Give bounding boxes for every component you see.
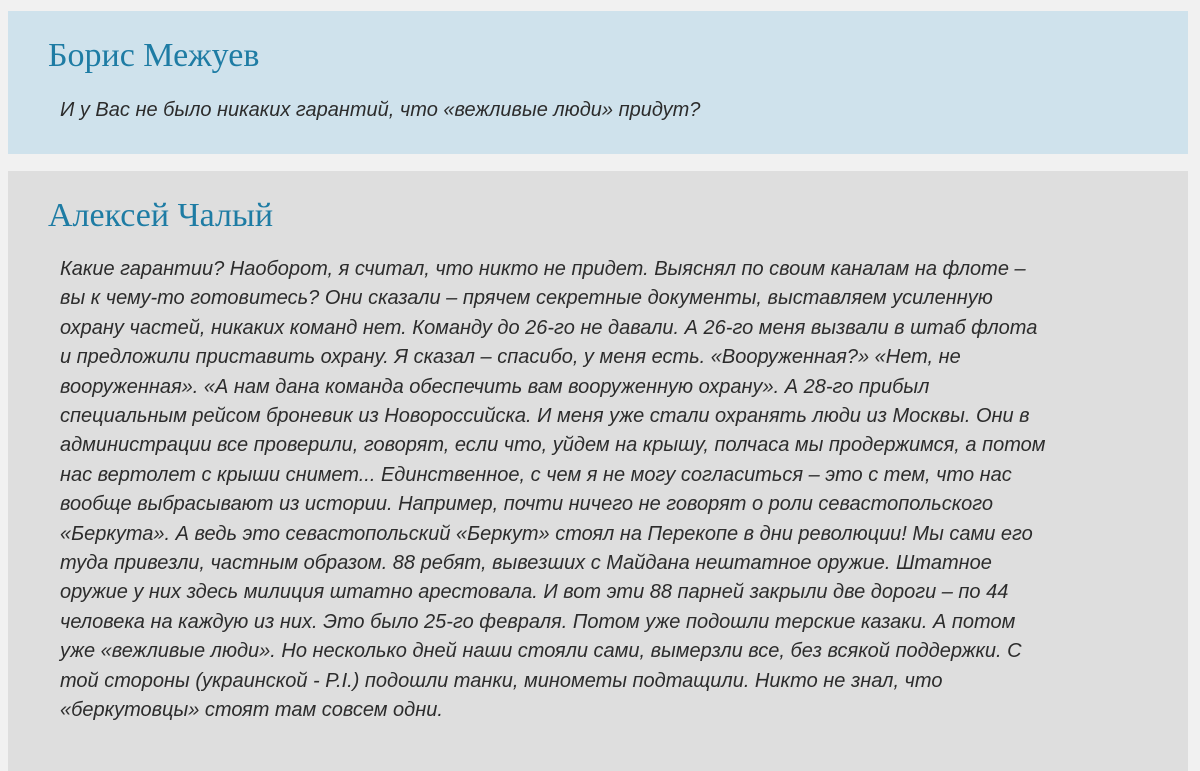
text-line: специальным рейсом броневик из Новороссийска. И меня уже стали охранять люди из Москвы. Они в — [60, 405, 1030, 428]
text-line: охрану частей, никаких команд нет. Команду до 26-го не давали. А 26-го меня вызвали в штаб флота — [60, 316, 1038, 339]
text-line: вообще выбрасывают из истории. Например, почти ничего не говорят о роли севастопольского — [60, 493, 994, 516]
text-line: и предложили приставить охрану. Я сказал – спасибо, у меня есть. «Вооруженная?» «Нет, не — [60, 346, 961, 369]
text-line: уже «вежливые люди». Но несколько дней наши стояли сами, вымерзли все, без всякой поддержки. С — [60, 640, 1022, 663]
text-line: «Беркута». А ведь это севастопольский «Беркут» стоял на Перекопе в дни революции! Мы сами его — [60, 522, 1033, 545]
text-line: туда привезли, частным образом. 88 ребят, вывезших с Майдана нештатное оружие. Штатное — [60, 552, 992, 575]
text-line: «беркутовцы» стоят там совсем одни. — [60, 699, 443, 722]
text-line: администрации все проверили, говорят, если что, уйдем на крышу, полчаса мы продержимся, а потом — [60, 434, 1046, 457]
text-line: нас вертолет с крыши снимет... Единственное, с чем я не могу согласиться – это с тем, что нас — [60, 463, 1012, 486]
question-block — [8, 11, 1188, 154]
text-line: Какие гарантии? Наоборот, я считал, что никто не придет. Выяснял по своим каналам на флоте – — [60, 258, 1026, 280]
speaker-name: Алексей Чалый — [48, 197, 274, 234]
question-text — [60, 95, 700, 125]
answer-text — [60, 255, 1160, 726]
text-line: человека на каждую из них. Это было 25-го февраля. Потом уже подошли терские казаки. А потом — [60, 610, 1016, 633]
text-line: вы к чему-то готовитесь? Они сказали – прячем секретные документы, выставляем усиленную — [60, 287, 993, 310]
text-line: оружие у них здесь милиция штатно арестовала. И вот эти 88 парней закрыли две дороги – по 44 — [60, 581, 1009, 604]
speaker-name: Борис Межуев — [48, 37, 260, 74]
answer-block — [8, 171, 1188, 771]
text-line: вооруженная». «А нам дана команда обеспечить вам вооруженную охрану». А 28-го прибыл — [60, 375, 930, 398]
text-line: той стороны (украинской - P.I.) подошли танки, минометы подтащили. Никто не знал, что — [60, 669, 943, 692]
text-line: И у Вас не было никаких гарантий, что «вежливые люди» придут? — [60, 99, 701, 121]
